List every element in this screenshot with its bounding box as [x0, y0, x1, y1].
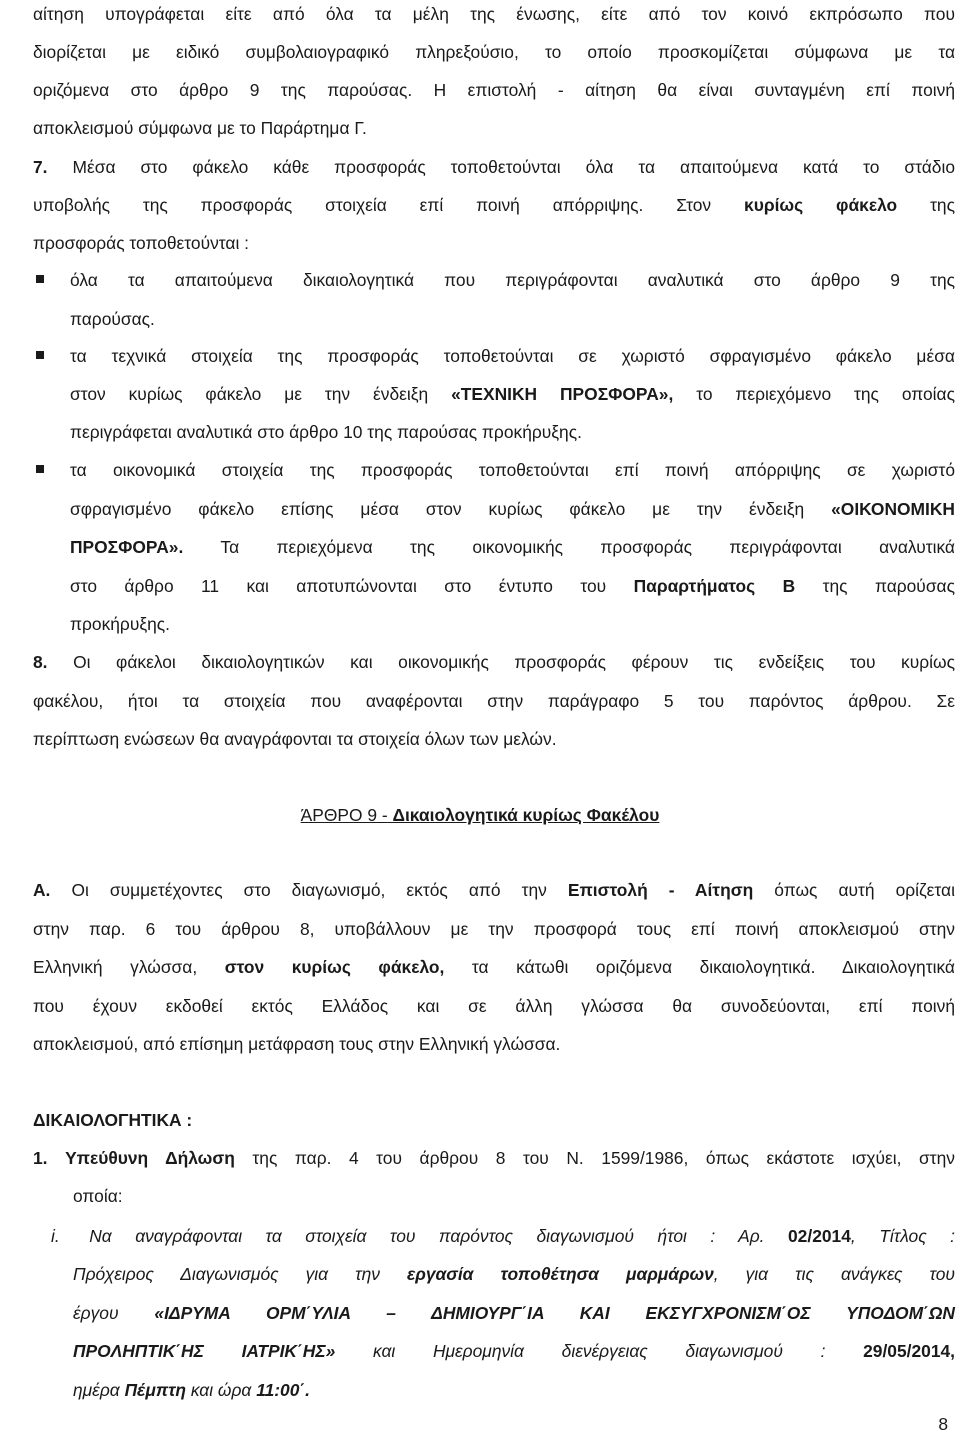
item-7-line: προσφοράς τοποθετούνται :: [33, 233, 250, 253]
docs-item-1-line: οποία:: [73, 1186, 123, 1206]
item-7-line: 7. Μέσα στο φάκελο κάθε προσφοράς τοποθετούνται όλα τα απαιτούμενα κατά το στάδιο: [33, 157, 955, 177]
item-number: 8.: [33, 652, 48, 672]
section-label: Α.: [33, 880, 51, 900]
sub-item-i-line: ΠΡΟΛΗΠΤΙΚ΄ΗΣ ΙΑΤΡΙΚ΄ΗΣ» και Ημερομηνία διενέργειας διαγωνισμού : 29/05/2014,: [73, 1341, 955, 1361]
page-number: 8: [938, 1414, 948, 1434]
sub-item-i-line: έργου «ΙΔΡΥΜΑ ΟΡΜ΄ΥΛΙΑ – ΔΗΜΙΟΥΡΓ΄ΙΑ ΚΑΙ ΕΚΣΥΓΧΡΟΝΙΣΜ΄ΟΣ ΥΠΟΔΟΜ΄ΩΝ: [73, 1303, 955, 1323]
item-8-line: περίπτωση ενώσεων θα αναγράφονται τα στοιχεία όλων των μελών.: [33, 729, 557, 749]
bullet-2-line: περιγράφεται αναλυτικά στο άρθρο 10 της παρούσας προκήρυξης.: [70, 422, 582, 442]
docs-heading: ΔΙΚΑΙΟΛΟΓΗΤΙΚΑ :: [33, 1110, 193, 1130]
item-number: 7.: [33, 157, 48, 177]
bullet-3-line: προκήρυξης.: [70, 614, 171, 634]
item-8-line: φακέλου, ήτοι τα στοιχεία που αναφέρονται στην παράγραφο 5 του παρόντος άρθρου. Σε: [33, 691, 955, 711]
square-bullet-icon: [36, 465, 44, 473]
sub-item-i-line: ημέρα Πέμπτη και ώρα 11:00΄.: [73, 1380, 310, 1400]
section-a-line: αποκλεισμού, από επίσημη μετάφραση τους στην Ελληνική γλώσσα.: [33, 1034, 561, 1054]
bullet-2-line: τα τεχνικά στοιχεία της προσφοράς τοποθετούνται σε χωριστό σφραγισμένο φάκελο μέσα: [70, 346, 955, 366]
section-a-line: Ελληνική γλώσσα, στον κυρίως φάκελο, τα κάτωθι οριζόμενα δικαιολογητικά. Δικαιολογητικά: [33, 957, 955, 977]
bullet-1-line: παρούσας.: [70, 309, 155, 329]
paragraph-line: οριζόμενα στο άρθρο 9 της παρούσας. Η επιστολή - αίτηση θα είναι συνταγμένη επί ποινή: [33, 80, 955, 100]
paragraph-line: αποκλεισμού σύμφωνα με το Παράρτημα Γ.: [33, 118, 367, 138]
bullet-3-line: ΠΡΟΣΦΟΡΑ». Τα περιεχόμενα της οικονομικής προσφοράς περιγράφονται αναλυτικά: [70, 537, 955, 557]
section-a-line: Α. Οι συμμετέχοντες στο διαγωνισμό, εκτός από την Επιστολή - Αίτηση όπως αυτή ορίζεται: [33, 880, 955, 900]
docs-item-1-line: 1. Υπεύθυνη Δήλωση της παρ. 4 του άρθρου 8 του Ν. 1599/1986, όπως εκάστοτε ισχύει, στην: [33, 1148, 955, 1168]
section-a-line: στην παρ. 6 του άρθρου 8, υποβάλλουν με την προσφορά τους επί ποινή αποκλεισμού στην: [33, 919, 955, 939]
section-a-line: που έχουν εκδοθεί εκτός Ελλάδος και σε άλλη γλώσσα θα συνοδεύονται, επί ποινή: [33, 996, 955, 1016]
paragraph-line: διορίζεται με ειδικό συμβολαιογραφικό πληρεξούσιο, το οποίο προσκομίζεται σύμφωνα με τα: [33, 42, 955, 62]
bullet-1-line: όλα τα απαιτούμενα δικαιολογητικά που περιγράφονται αναλυτικά στο άρθρο 9 της: [70, 270, 955, 290]
paragraph-line: αίτηση υπογράφεται είτε από όλα τα μέλη της ένωσης, είτε από τον κοινό εκπρόσωπο που: [33, 4, 955, 24]
item-7-line: υποβολής της προσφοράς στοιχεία επί ποινή απόρριψης. Στον κυρίως φάκελο της: [33, 195, 955, 215]
article-heading: ΆΡΘΡΟ 9 - Δικαιολογητικά κυρίως Φακέλου: [300, 805, 660, 825]
bullet-3-line: τα οικονομικά στοιχεία της προσφοράς τοποθετούνται επί ποινή απόρριψης σε χωριστό: [70, 460, 955, 480]
sub-item-i-line: i. Να αναγράφονται τα στοιχεία του παρόντος διαγωνισμού ήτοι : Αρ. 02/2014, Τίτλος :: [51, 1226, 955, 1246]
bullet-3-line: σφραγισμένο φάκελο επίσης μέσα στον κυρίως φάκελο με την ένδειξη «ΟΙΚΟΝΟΜΙΚΗ: [70, 499, 955, 519]
square-bullet-icon: [36, 275, 44, 283]
sub-item-i-line: Πρόχειρος Διαγωνισμός για την εργασία τοποθέτησα μαρμάρων, για τις ανάγκες του: [73, 1264, 955, 1284]
bullet-3-line: στο άρθρο 11 και αποτυπώνονται στο έντυπο του Παραρτήματος Β της παρούσας: [70, 576, 955, 596]
item-8-line: 8. Οι φάκελοι δικαιολογητικών και οικονομικής προσφοράς φέρουν τις ενδείξεις του κυρίως: [33, 652, 955, 672]
square-bullet-icon: [36, 351, 44, 359]
bullet-2-line: στον κυρίως φάκελο με την ένδειξη «ΤΕΧΝΙΚΗ ΠΡΟΣΦΟΡΑ», το περιεχόμενο της οποίας: [70, 384, 955, 404]
